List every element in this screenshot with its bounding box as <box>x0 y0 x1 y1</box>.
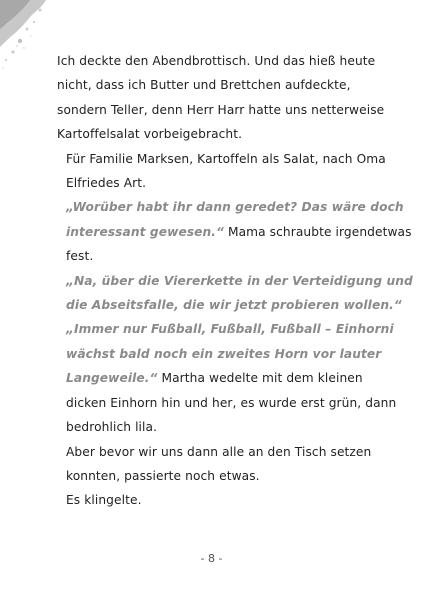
narration-segment: Elfriedes Art. <box>66 176 147 191</box>
narration-segment: dicken Einhorn hin und her, es wurde erst grün, dann <box>66 395 397 410</box>
paragraph <box>57 488 397 512</box>
narration-segment: nicht, dass ich Butter und Brettchen aufdeckte, <box>57 78 351 93</box>
paragraph <box>57 317 397 439</box>
paragraph <box>57 49 397 147</box>
speech-segment: interessant gewesen.“ <box>66 224 224 239</box>
narration-segment: bedrohlich lila. <box>66 420 158 435</box>
narration-segment: Mama schraubte irgendetwas <box>224 224 412 239</box>
text-line <box>57 366 397 390</box>
text-line <box>57 49 397 73</box>
narration-segment: fest. <box>66 249 94 264</box>
text-line <box>57 317 397 341</box>
narration-segment: Aber bevor wir uns dann alle an den Tisch setzen <box>66 444 372 459</box>
narration-segment: Ich deckte den Abendbrottisch. Und das hieß heute <box>57 54 376 68</box>
text-line <box>57 415 397 439</box>
speech-segment: wächst bald noch ein zweites Horn vor lauter <box>66 346 382 361</box>
text-line <box>57 98 397 122</box>
text-line <box>57 244 397 268</box>
paragraph <box>57 440 397 489</box>
speech-segment: „Worüber habt ihr dann geredet? Das wäre doch <box>66 200 404 215</box>
speech-segment: die Abseitsfalle, die wir jetzt probieren wollen.“ <box>66 298 402 313</box>
text-line <box>57 195 404 219</box>
paragraph <box>57 147 397 196</box>
paragraph <box>57 269 413 318</box>
narration-segment: Kartoffelsalat vorbeigebracht. <box>57 127 243 142</box>
text-line <box>57 391 397 415</box>
text-line <box>57 171 397 195</box>
speech-segment: „Immer nur Fußball, Fußball, Fußball – Einhorni <box>66 322 394 337</box>
narration-segment: konnten, passierte noch etwas. <box>66 468 260 483</box>
text-line <box>57 220 412 244</box>
story-text <box>57 49 413 513</box>
text-line <box>57 293 402 317</box>
narration-segment: sondern Teller, denn Herr Harr hatte uns netterweise <box>57 102 385 117</box>
speech-segment: Langeweile.“ <box>66 371 158 386</box>
text-line <box>57 440 397 464</box>
text-line <box>57 488 397 512</box>
narration-segment: Martha wedelte mit dem kleinen <box>157 371 363 386</box>
text-line <box>57 122 397 146</box>
page-number: - 8 - <box>200 552 223 565</box>
speech-segment: „Na, über die Viererkette in der Verteidigung und <box>66 273 413 288</box>
text-line <box>57 342 397 366</box>
text-line <box>57 73 397 97</box>
narration-segment: Für Familie Marksen, Kartoffeln als Salat, nach Oma <box>66 151 386 166</box>
text-line <box>57 147 397 171</box>
text-line <box>57 269 413 293</box>
narration-segment: Es klingelte. <box>66 493 142 508</box>
text-line <box>57 464 397 488</box>
paragraph <box>57 195 412 268</box>
